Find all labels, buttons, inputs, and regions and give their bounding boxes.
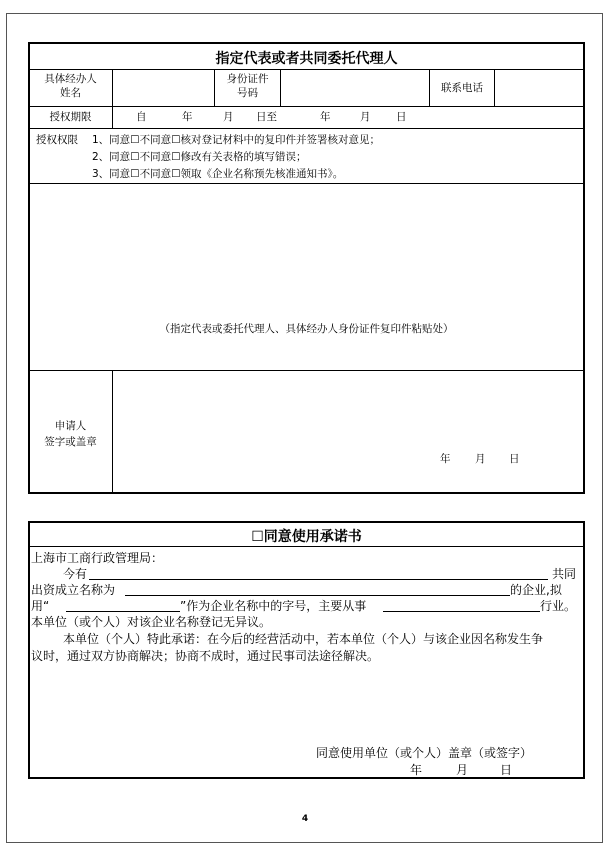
consent-line-3-middle: ”作为企业名称中的字号，主要从事: [180, 599, 367, 613]
authority-label: 授权权限: [36, 134, 78, 146]
period-day-to: 日至: [256, 111, 277, 123]
industry-blank[interactable]: [383, 611, 540, 612]
authority-item: 1、同意☐不同意☐核对登记材料中的复印件并签署核对意见；: [92, 134, 381, 146]
commitment-line-1: 本单位（个人）特此承诺：在今后的经营活动中，若本单位（个人）与该企业因名称发生争: [63, 632, 544, 646]
agent-section-title: 指定代表或者共同委托代理人: [215, 51, 398, 67]
authority-item: 2、同意☐不同意☐修改有关表格的填写错误；: [92, 151, 307, 163]
addressee: 上海市工商行政管理局：: [31, 551, 164, 565]
consent-line-4: 本单位（或个人）对该企业名称登记无异议。: [31, 615, 272, 629]
period-day-2: 日: [396, 111, 407, 123]
consent-line-2-suffix: 的企业,拟: [510, 583, 562, 597]
trade-name-blank[interactable]: [66, 611, 180, 612]
consent-date-year: 年: [410, 763, 423, 777]
period-month-2: 月: [360, 111, 371, 123]
period-label: 授权期限: [49, 111, 92, 123]
commitment-line-2: 议时，通过双方协商解决；协商不成时，通过民事司法途径解决。: [31, 649, 380, 663]
applicant-signature-label: 申请人 签字或盖章: [44, 420, 97, 448]
enterprise-name-blank[interactable]: [125, 595, 510, 596]
consent-line-2-prefix: 出资成立名称为: [31, 583, 116, 597]
applicant-date-day: 日: [509, 453, 520, 465]
phone-field[interactable]: [495, 70, 584, 105]
applicant-date-year: 年: [440, 453, 451, 465]
handler-name-field[interactable]: [113, 70, 214, 105]
page-number: 4: [301, 814, 309, 824]
consent-section-title: ☐同意使用承诺书: [251, 529, 362, 545]
applicant-date-month: 月: [475, 453, 486, 465]
phone-label: 联系电话: [441, 82, 483, 94]
period-month-1: 月: [223, 111, 234, 123]
id-number-label: 身份证件 号码: [226, 73, 269, 99]
consent-date-month: 月: [456, 763, 469, 777]
co-founder-blank[interactable]: [89, 579, 548, 580]
consent-line-1-suffix: 共同: [552, 567, 577, 581]
consent-line-1-prefix: 今有: [63, 567, 88, 581]
consent-date-day: 日: [500, 763, 513, 777]
consent-sign-label: 同意使用单位（或个人）盖章（或签字）: [316, 746, 533, 760]
applicant-signature-field[interactable]: [113, 371, 584, 492]
consent-line-3-prefix: 用“: [31, 599, 50, 613]
consent-line-3-suffix: 行业。: [540, 599, 577, 613]
id-number-field[interactable]: [281, 70, 429, 105]
period-year-2: 年: [320, 111, 331, 123]
handler-name-label: 具体经办人 姓名: [44, 73, 97, 99]
paste-note: （指定代表或委托代理人、具体经办人身份证件复印件粘贴处）: [159, 323, 454, 335]
id-copy-paste-area: [29, 184, 584, 370]
period-year-1: 年: [182, 111, 193, 123]
period-from: 自: [136, 111, 147, 123]
authority-item: 3、同意☐不同意☐领取《企业名称预先核准通知书》。: [92, 168, 344, 180]
